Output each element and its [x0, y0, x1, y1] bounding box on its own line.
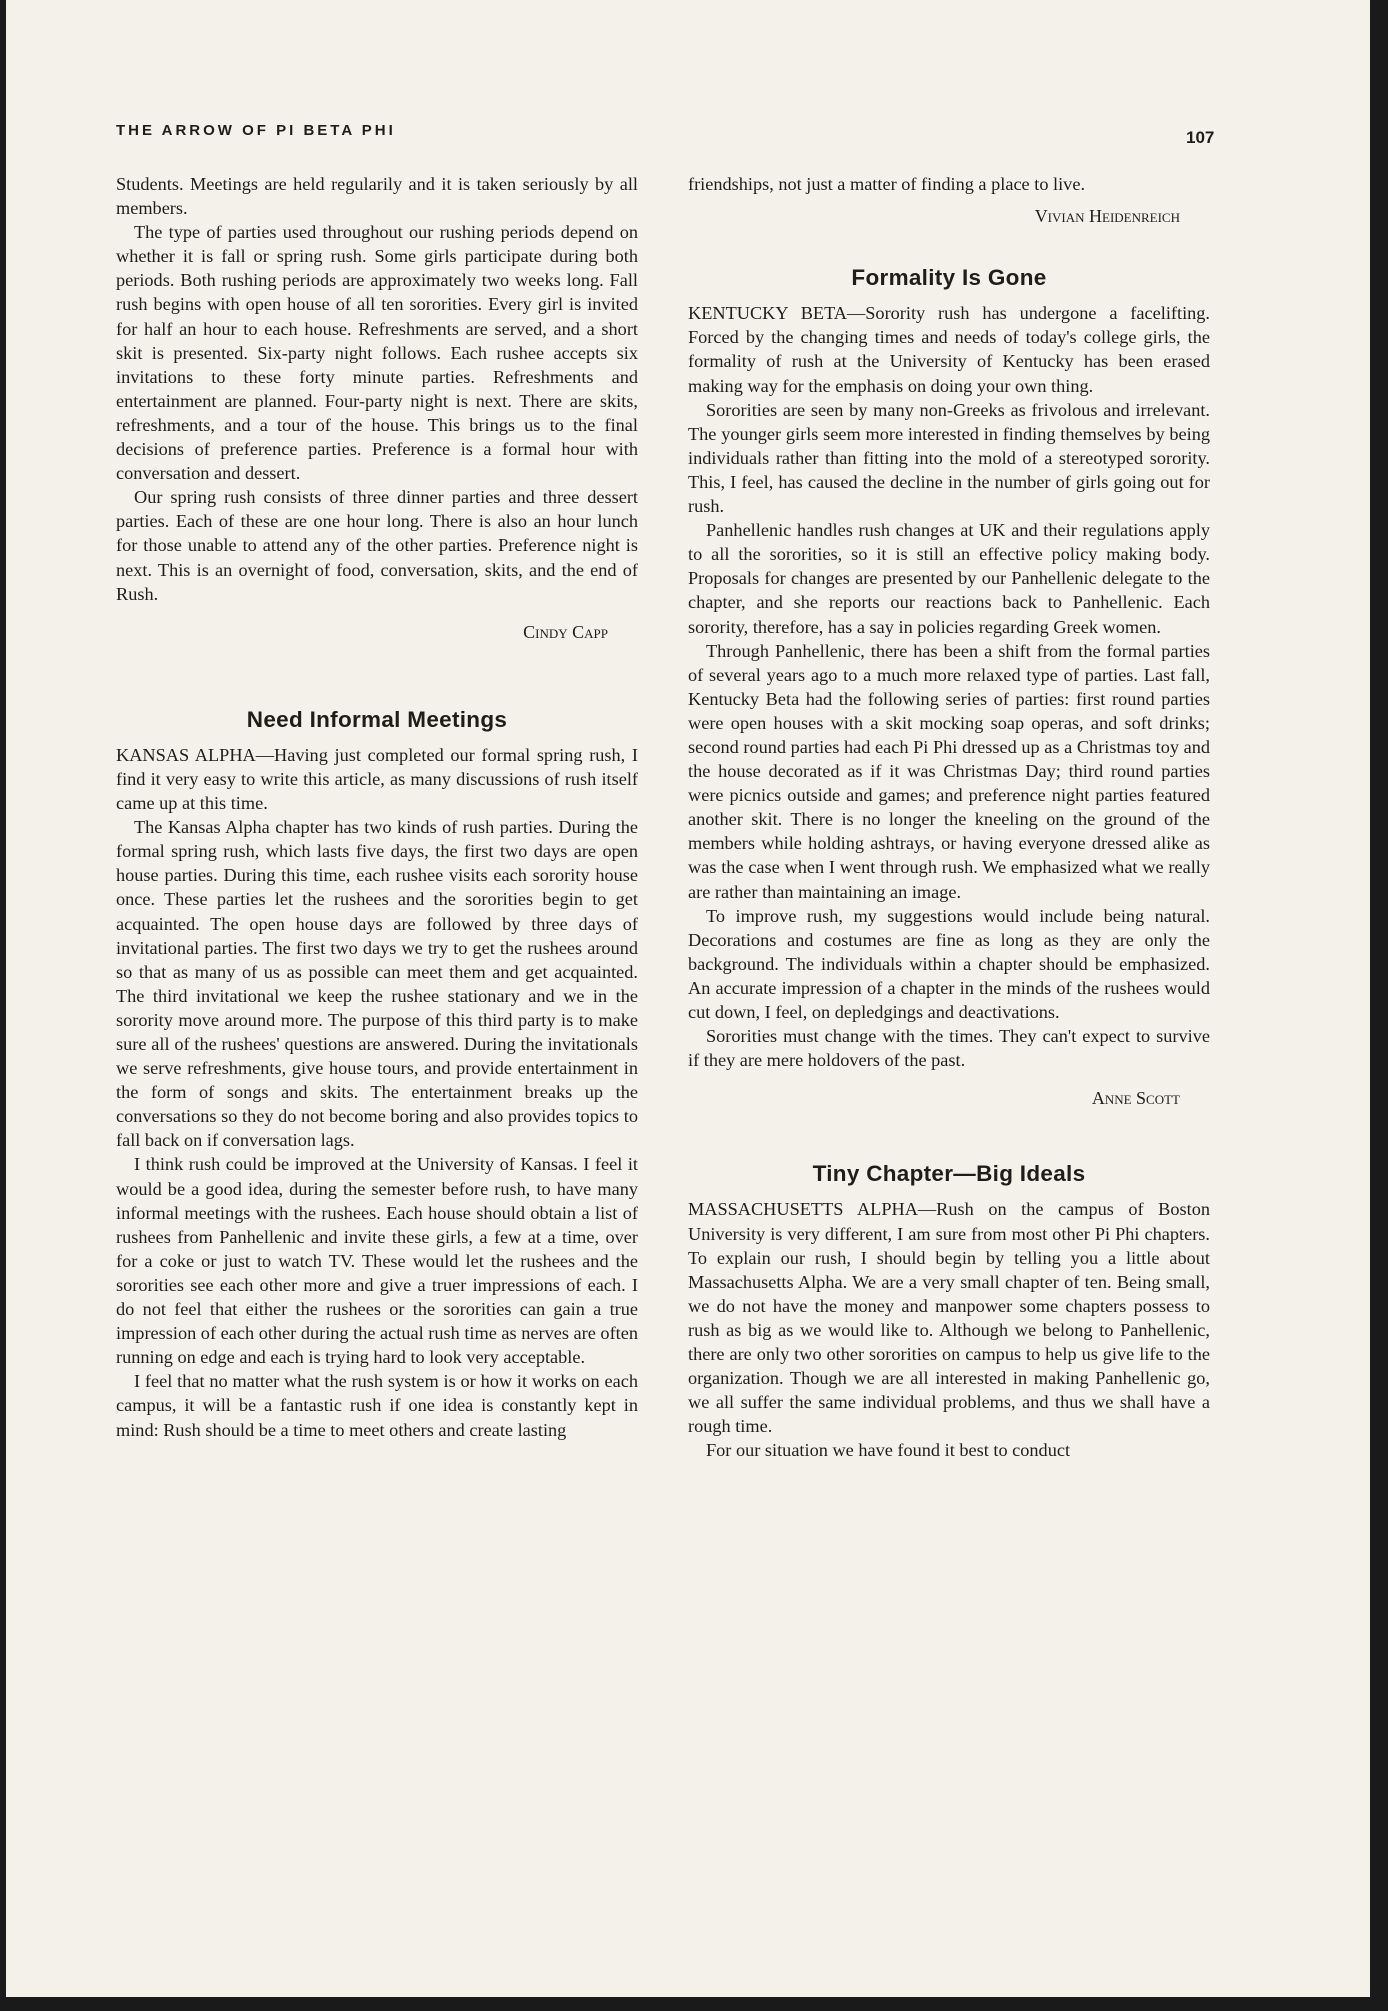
left-column [116, 172, 638, 1442]
right-column [688, 172, 1210, 1463]
paragraph: KANSAS ALPHA—Having just completed our formal spring rush, I find it very easy to write this article, as many discussions of rush itself came up at this time. [116, 744, 638, 814]
paragraph: I think rush could be improved at the University of Kansas. I feel it would be a good idea, during the semester before rush, to have many informal meetings with the rushees. Each house should obtain a list of rushees from Panhellenic and invite these girls, a few at a time, over for a coke or just to watch TV. These would let the rushees and the sororities see each other more and give a truer impressions of each. I do not feel that either the rushees or the sororities can gain a true impression of each other during the actual rush time as nerves are often running on edge and each is trying hard to look very acceptable. [116, 1154, 638, 1368]
page-number: 107 [1186, 128, 1215, 147]
paragraph: friendships, not just a matter of finding a place to live. [688, 174, 1086, 194]
paragraph: The type of parties used throughout our rushing periods depend on whether it is fall or spring rush. Some girls participate during both periods. Both rushing periods are approximately two weeks long. Fall rush begins with open house of all ten sororities. Every girl is invited for half an hour to each house. Refreshments are served, and a short skit is presented. Six-party night follows. Each rushee accepts six invitations to these forty minute parties. Refreshments and entertainment are planned. Four-party night is next. There are skits, refreshments, and a tour of the house. This brings us to the final decisions of preference parties. Preference is a formal hour with conversation and dessert. [116, 222, 638, 484]
paragraph: Sororities must change with the times. They can't expect to survive if they are mere holdovers of the past. [688, 1026, 1210, 1071]
paragraph: Sororities are seen by many non-Greeks as frivolous and irrelevant. The younger girls seem more interested in finding themselves by being individuals rather than fitting into the mold of a stereotyped sorority. This, I feel, has caused the decline in the number of girls going out for rush. [688, 399, 1210, 517]
scan-edge-left [0, 0, 6, 2011]
author-signature: Cindy Capp [523, 621, 608, 642]
scan-edge-right [1370, 0, 1388, 2011]
paragraph: KENTUCKY BETA—Sorority rush has undergone a facelifting. Forced by the changing times and needs of today's college girls, the formality of rush at the University of Kentucky has been erased making way for the emphasis on doing your own thing. [688, 303, 1210, 396]
paragraph: For our situation we have found it best to conduct [706, 1440, 1071, 1461]
paragraph: MASSACHUSETTS ALPHA—Rush on the campus of Boston University is very different, I am sure from most other Pi Phi chapters. To explain our rush, I should begin by telling you a little about Massachusetts Alpha. We are a very small chapter of ten. Being small, we do not have the money and manpower some chapters possess to rush as big as we would like to. Although we belong to Panhellenic, there are only two other sororities on campus to help us give life to the organization. Though we are all interested in making Panhellenic go, we all suffer the same individual problems, and thus we shall have a rough time. [688, 1199, 1210, 1437]
paragraph: I feel that no matter what the rush system is or how it works on each campus, it will be a fantastic rush if one idea is constantly kept in mind: Rush should be a time to meet others and create lasting [116, 1371, 638, 1440]
paragraph: Students. Meetings are held regularily and it is taken seriously by all members. [116, 174, 638, 219]
paragraph: The Kansas Alpha chapter has two kinds of rush parties. During the formal spring rush, which lasts five days, the first two days are open house parties. During this time, each rushee visits each sorority house once. These parties let the rushees and the sororities begin to get acquainted. The open house days are followed by three days of invitational parties. The first two days we try to get the rushees around so that as many of us as possible can meet them and get acquainted. The third invitational we keep the rushee stationary and we in the sorority move around more. The purpose of this third party is to make sure all of the rushees' questions are answered. During the invitationals we serve refreshments, give house tours, and provide entertainment in the form of songs and skits. The entertainment breaks up the conversations so they do not become boring and also provides topics to fall back on if conversation lags. [116, 817, 638, 1151]
scan-edge-bottom [0, 1997, 1388, 2011]
running-head: THE ARROW OF PI BETA PHI [116, 122, 396, 139]
author-signature: Anne Scott [1091, 1088, 1180, 1109]
section-heading: Formality Is Gone [851, 265, 1047, 291]
section-heading: Need Informal Meetings [246, 706, 508, 732]
paragraph: To improve rush, my suggestions would include being natural. Decorations and costumes are fine as long as they are only the background. The individuals within a chapter should be emphasized. An accurate impression of a chapter in the minds of the rushees would cut down, I feel, on depledgings and deactivations. [688, 905, 1210, 1022]
paragraph: Our spring rush consists of three dinner parties and three dessert parties. Each of these are one hour long. There is also an hour lunch for those unable to attend any of the other parties. Preference night is next. This is an overnight of food, conversation, skits, and the end of Rush. [116, 487, 638, 604]
paragraph: Through Panhellenic, there has been a shift from the formal parties of several years ago to a much more relaxed type of parties. Last fall, Kentucky Beta had the following series of parties: first round parties were open houses with a skit mocking soap operas, and soft drinks; second round parties had each Pi Phi dressed up as a Christmas toy and the house decorated as if it was Christmas Day; third round parties were picnics outside and games; and preference night parties featured another skit. There is no longer the kneeling on the ground of the members while holding ashtrays, or having everyone dressed alike as was the case when I went through rush. We emphasized what we really are rather than maintaining an image. [688, 640, 1210, 902]
section-heading: Tiny Chapter—Big Ideals [812, 1161, 1086, 1187]
author-signature: Vivian Heidenreich [1034, 206, 1180, 227]
paragraph: Panhellenic handles rush changes at UK and their regulations apply to all the sororities, so it is still an effective policy making body. Proposals for changes are presented by our Panhellenic delegate to the chapter, and she reports our reactions back to Panhellenic. Each sorority, therefore, has a say in policies regarding Greek women. [688, 520, 1210, 637]
